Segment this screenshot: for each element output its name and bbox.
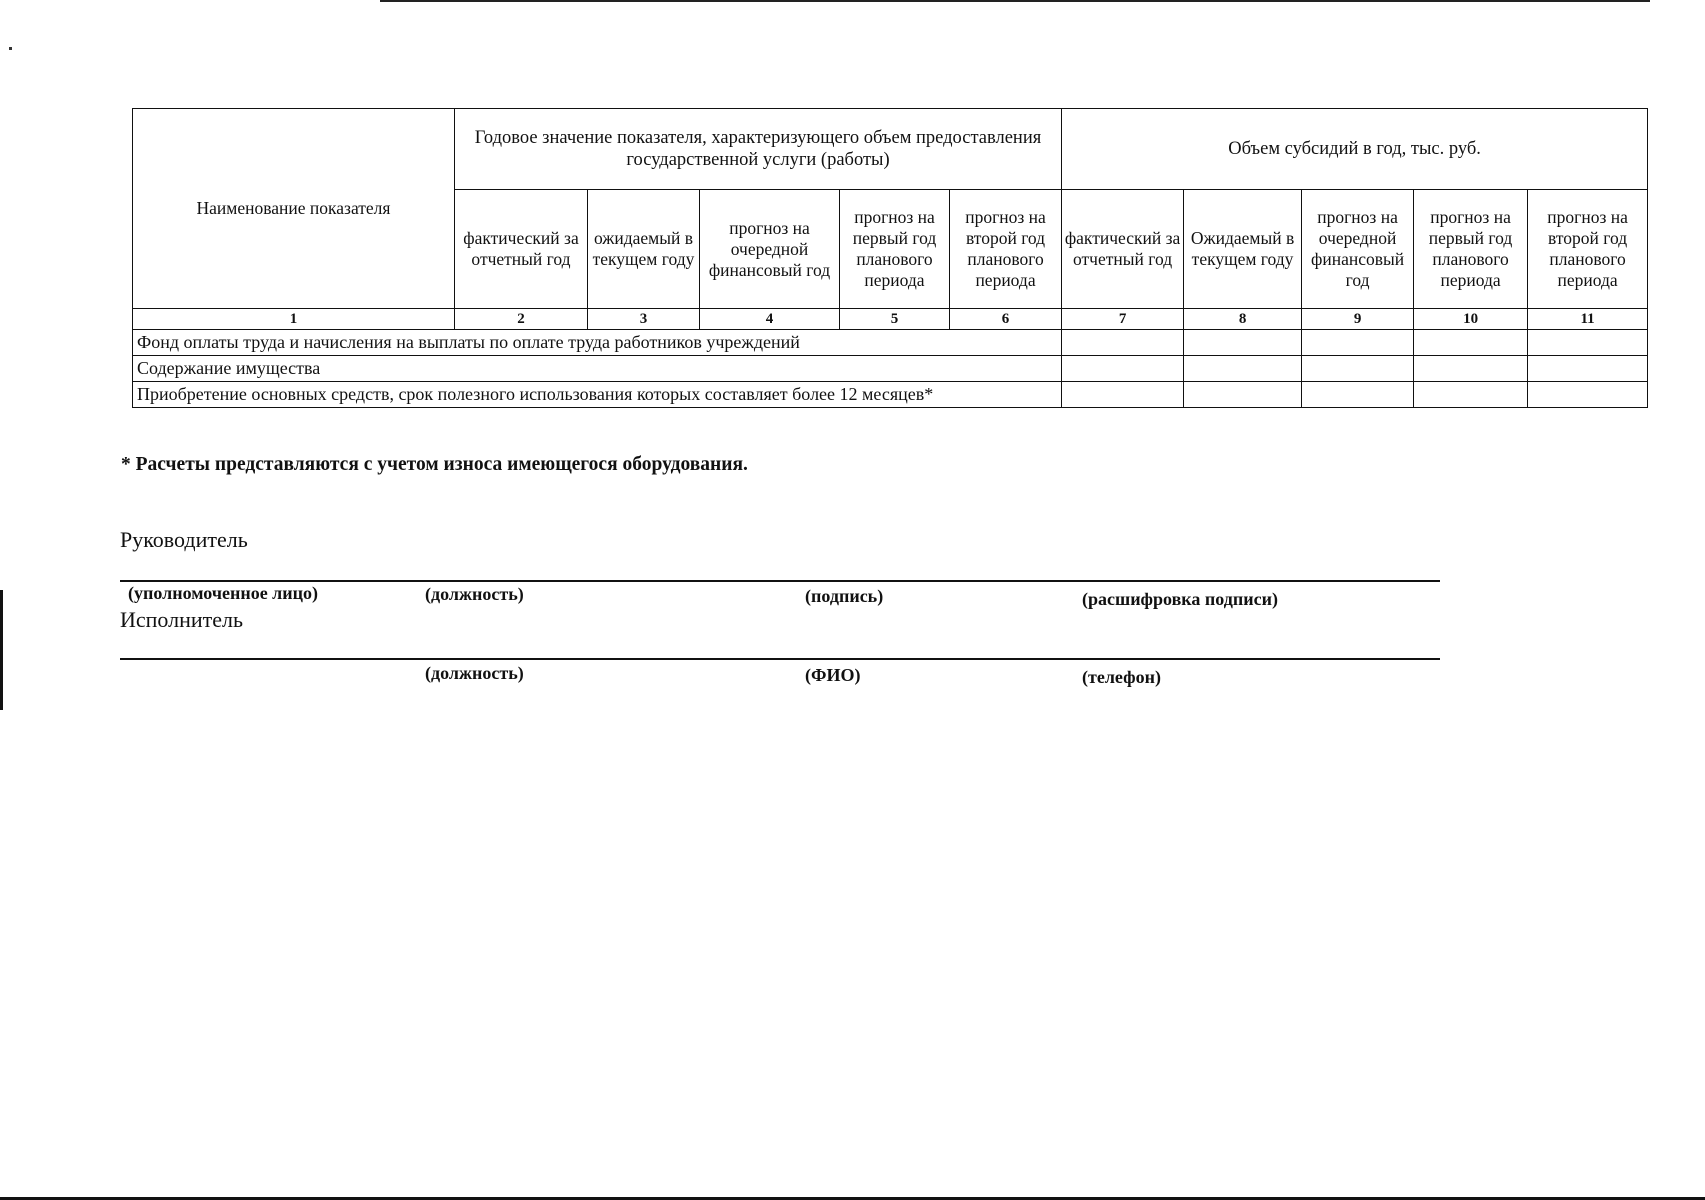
subsidy-cell[interactable] <box>1062 356 1184 382</box>
caption-full-name: (ФИО) <box>805 665 861 685</box>
caption-signature: (подпись) <box>805 586 884 606</box>
executor-signature-line <box>120 658 1440 660</box>
caption-signature-decoding: (расшифровка подписи) <box>1082 589 1278 609</box>
column-number: 2 <box>455 309 588 330</box>
scan-edge-top <box>380 0 1650 2</box>
annual-col-header: прогноз на второй год планового периода <box>950 190 1062 309</box>
column-number: 9 <box>1302 309 1414 330</box>
caption-authorized-person: (уполномоченное лицо) <box>128 583 319 603</box>
column-number: 4 <box>700 309 840 330</box>
subsidy-report-table <box>132 108 1648 408</box>
subsidy-cell[interactable] <box>1414 330 1528 356</box>
row-label-fixed-assets: Приобретение основных средств, срок полезного использования которых составляет более 12 месяцев* <box>133 382 1062 408</box>
header-row-group <box>133 109 1648 190</box>
row-label-property: Содержание имущества <box>133 356 1062 382</box>
table-row <box>133 356 1648 382</box>
column-number-row <box>133 309 1648 330</box>
column-number: 8 <box>1184 309 1302 330</box>
table-row <box>133 330 1648 356</box>
subsidy-col-header: прогноз на второй год планового периода <box>1528 190 1648 309</box>
column-number: 6 <box>950 309 1062 330</box>
subsidy-cell[interactable] <box>1302 356 1414 382</box>
executor-label: Исполнитель <box>120 607 244 632</box>
subsidy-cell[interactable] <box>1184 382 1302 408</box>
subsidy-cell[interactable] <box>1528 356 1648 382</box>
subsidy-col-header: прогноз на первый год планового периода <box>1414 190 1528 309</box>
scan-speck <box>9 47 12 50</box>
annual-col-header: фактический за отчетный год <box>455 190 588 309</box>
footnote: * Расчеты представляются с учетом износа имеющегося оборудования. <box>121 454 748 475</box>
column-number: 7 <box>1062 309 1184 330</box>
subsidy-cell[interactable] <box>1062 330 1184 356</box>
annual-value-group-header: Годовое значение показателя, характеризующего объем предоставления государственной услуги (работы) <box>455 109 1062 190</box>
subsidy-col-header: фактический за отчетный год <box>1062 190 1184 309</box>
head-signature-line <box>120 580 1440 582</box>
scan-edge-left <box>0 590 3 710</box>
annual-col-header: ожидаемый в текущем году <box>588 190 700 309</box>
annual-col-header: прогноз на первый год планового периода <box>840 190 950 309</box>
subsidy-cell[interactable] <box>1302 382 1414 408</box>
column-number: 3 <box>588 309 700 330</box>
subsidy-cell[interactable] <box>1184 356 1302 382</box>
column-number: 11 <box>1528 309 1648 330</box>
caption-position: (должность) <box>425 584 524 604</box>
subsidy-cell[interactable] <box>1414 356 1528 382</box>
indicator-name-header: Наименование показателя <box>133 109 455 309</box>
column-number: 10 <box>1414 309 1528 330</box>
annual-col-header: прогноз на очередной финансовый год <box>700 190 840 309</box>
caption-executor-position: (должность) <box>425 663 524 683</box>
row-label-payroll: Фонд оплаты труда и начисления на выплаты по оплате труда работников учреждений <box>133 330 1062 356</box>
subsidy-cell[interactable] <box>1062 382 1184 408</box>
subsidy-col-header: Ожидаемый в текущем году <box>1184 190 1302 309</box>
subsidy-col-header: прогноз на очередной финансовый год <box>1302 190 1414 309</box>
table-row <box>133 382 1648 408</box>
subsidy-cell[interactable] <box>1414 382 1528 408</box>
caption-phone: (телефон) <box>1082 667 1161 687</box>
subsidy-cell[interactable] <box>1528 330 1648 356</box>
subsidy-cell[interactable] <box>1184 330 1302 356</box>
subsidy-group-header: Объем субсидий в год, тыс. руб. <box>1062 109 1648 190</box>
column-number: 1 <box>133 309 455 330</box>
subsidy-cell[interactable] <box>1528 382 1648 408</box>
subsidy-cell[interactable] <box>1302 330 1414 356</box>
column-number: 5 <box>840 309 950 330</box>
head-label: Руководитель <box>120 527 248 552</box>
